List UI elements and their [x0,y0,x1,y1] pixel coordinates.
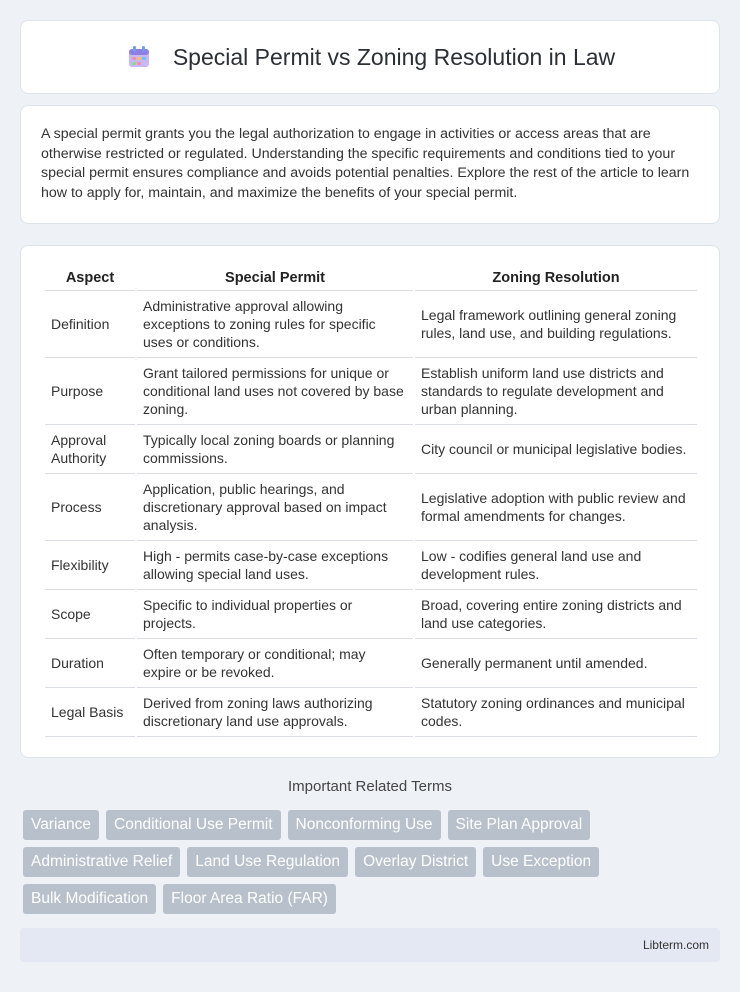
cell-aspect: Legal Basis [45,688,135,737]
comparison-table-card [20,245,720,758]
table-row [45,474,697,541]
cell-zoning-resolution: Broad, covering entire zoning districts and land use categories. [415,590,697,639]
cell-zoning-resolution: Generally permanent until amended. [415,639,697,688]
cell-special-permit: Administrative approval allowing exceptions to zoning rules for specific uses or conditions. [137,291,413,358]
cell-zoning-resolution: Low - codifies general land use and development rules. [415,541,697,590]
page-title: Special Permit vs Zoning Resolution in Law [172,43,616,70]
related-term-tag[interactable]: Floor Area Ratio (FAR) [163,884,336,914]
header-aspect: Aspect [45,265,135,291]
header-card [20,20,720,94]
cell-special-permit: High - permits case-by-case exceptions allowing special land uses. [137,541,413,590]
cell-special-permit: Typically local zoning boards or planning commissions. [137,425,413,474]
related-term-tag[interactable]: Land Use Regulation [187,847,348,877]
related-term-tag[interactable]: Variance [23,810,99,840]
cell-aspect: Duration [45,639,135,688]
footer-site-name[interactable]: Libterm.com [642,938,709,952]
related-terms-tags [23,810,723,914]
cell-zoning-resolution: Establish uniform land use districts and standards to regulate development and urban planning. [415,358,697,425]
cell-aspect: Purpose [45,358,135,425]
table-row [45,688,697,737]
cell-special-permit: Often temporary or conditional; may expire or be revoked. [137,639,413,688]
table-row [45,590,697,639]
table-row [45,358,697,425]
cell-zoning-resolution: City council or municipal legislative bodies. [415,425,697,474]
table-row [45,425,697,474]
related-term-tag[interactable]: Site Plan Approval [448,810,591,840]
cell-zoning-resolution: Legal framework outlining general zoning rules, land use, and building regulations. [415,291,697,358]
cell-aspect: Scope [45,590,135,639]
cell-special-permit: Derived from zoning laws authorizing discretionary land use approvals. [137,688,413,737]
related-term-tag[interactable]: Overlay District [355,847,476,877]
table-row [45,541,697,590]
comparison-table [43,265,699,737]
cell-aspect: Flexibility [45,541,135,590]
related-terms-title: Important Related Terms [288,778,452,795]
cell-zoning-resolution: Legislative adoption with public review and formal amendments for changes. [415,474,697,541]
cell-aspect: Process [45,474,135,541]
intro-text: A special permit grants you the legal authorization to engage in activities or access areas that are otherwise restricted or regulated. Understanding the specific requirements and conditions tied to your special permit ensures compliance and avoids potential penalties. Explore the rest of the article to learn how to apply for, maintain, and maximize the benefits of your special permit. [41,126,690,201]
calendar-icon [125,43,153,71]
table-header-row [45,265,697,291]
cell-special-permit: Application, public hearings, and discretionary approval based on impact analysis. [137,474,413,541]
footer [20,928,720,962]
header-zoning-resolution: Zoning Resolution [415,265,697,291]
table-row [45,639,697,688]
header-special-permit: Special Permit [137,265,413,291]
related-term-tag[interactable]: Use Exception [483,847,599,877]
cell-special-permit: Grant tailored permissions for unique or conditional land uses not covered by base zoning. [137,358,413,425]
cell-zoning-resolution: Statutory zoning ordinances and municipal codes. [415,688,697,737]
cell-aspect: Approval Authority [45,425,135,474]
cell-aspect: Definition [45,291,135,358]
related-term-tag[interactable]: Administrative Relief [23,847,180,877]
table-row [45,291,697,358]
related-term-tag[interactable]: Bulk Modification [23,884,156,914]
related-term-tag[interactable]: Conditional Use Permit [106,810,281,840]
intro-card [20,105,720,224]
cell-special-permit: Specific to individual properties or projects. [137,590,413,639]
related-term-tag[interactable]: Nonconforming Use [288,810,441,840]
